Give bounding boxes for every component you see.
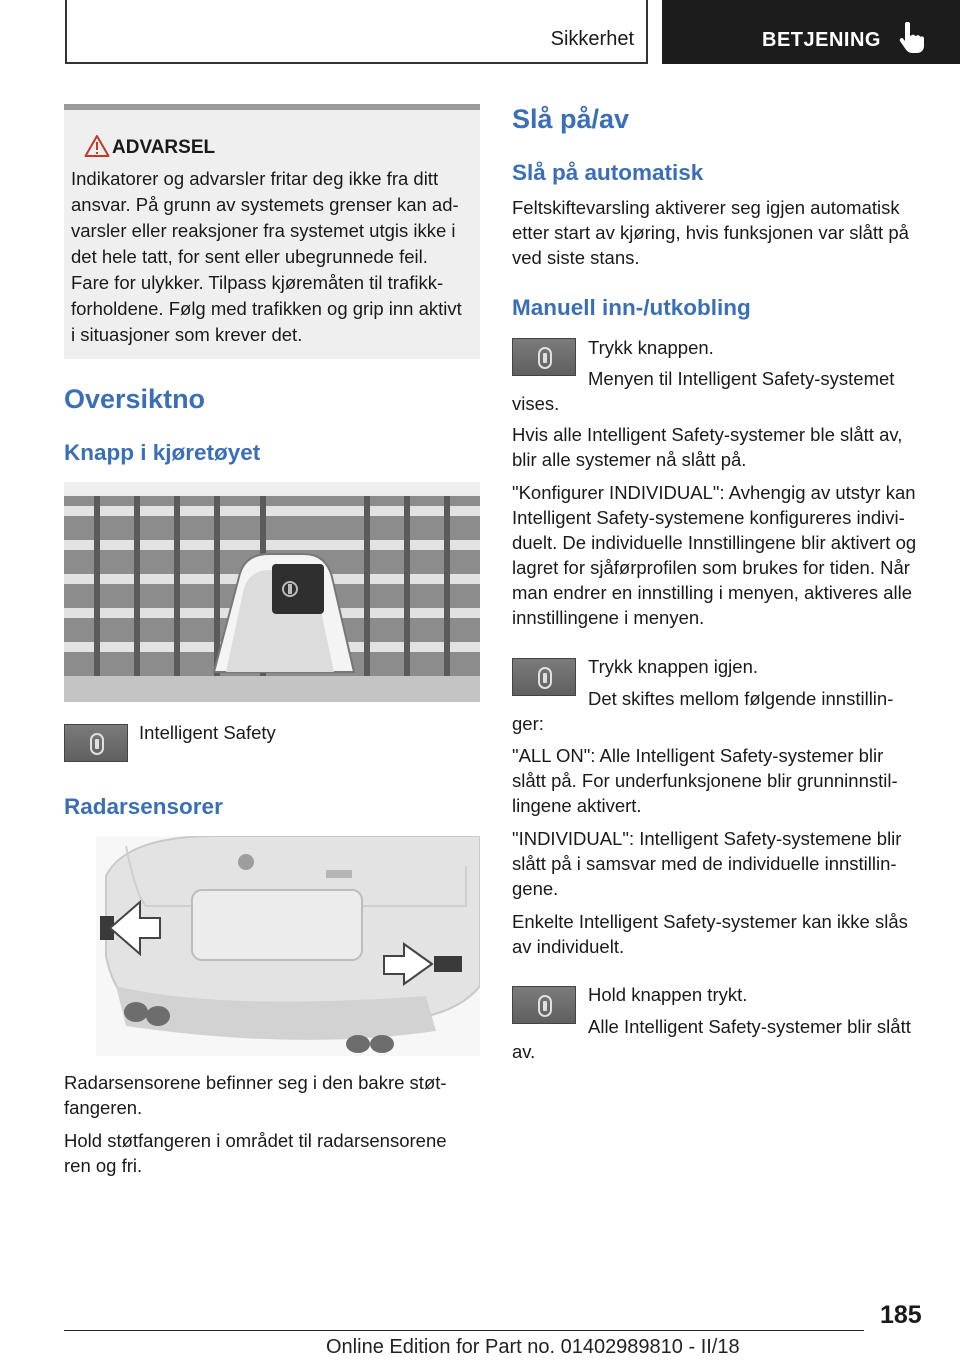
- step1-detail-line: Hvis alle Intelligent Safety-systemer ble slått av,: [512, 424, 903, 445]
- step3-line1: Hold knappen trykt.: [588, 984, 748, 1005]
- warning-title: ADVARSEL: [112, 137, 216, 158]
- radar-heading: Radarsensorer: [64, 794, 223, 819]
- safety-car-icon: [535, 994, 555, 1018]
- warning-line: forholdene. Følg med trafikken og grip inn aktivt: [71, 298, 462, 319]
- radar-text: [64, 1070, 447, 1178]
- step1-line1: Trykk knappen.: [588, 337, 714, 358]
- step1-detail-line: man endrer en innstilling i menyen, aktiveres alle: [512, 582, 913, 603]
- dashboard-vent-illustration: [64, 482, 480, 702]
- step2-detail-line: gene.: [512, 878, 559, 899]
- step1-line3: vises.: [512, 393, 560, 414]
- step2-detail-line: slått på i samsvar med de individuelle innstillin-: [512, 853, 897, 874]
- onoff-heading: Slå på/av: [512, 104, 630, 134]
- auto-line: Feltskiftevarsling aktiverer seg igjen automatisk: [512, 197, 900, 218]
- radar-line: Hold støtfangeren i området til radarsensorene: [64, 1130, 447, 1151]
- warning-triangle-icon: [84, 134, 110, 158]
- intelligent-safety-button-icon: [64, 724, 128, 762]
- warning-line: ansvar. På grunn av systemets grenser kan ad-: [71, 194, 459, 215]
- step2-detail-line: av individuelt.: [512, 936, 625, 957]
- step2-detail-line: "INDIVIDUAL": Intelligent Safety-systemene blir: [512, 828, 902, 849]
- pointing-hand-icon: [898, 22, 926, 54]
- warning-line: varsler eller reaksjoner fra systemet utgis ikke i: [71, 220, 456, 241]
- vehicle-button-photo: [64, 482, 480, 702]
- auto-text: [512, 195, 909, 270]
- rear-bumper-photo: [96, 836, 480, 1056]
- overview-heading: Oversiktno: [64, 384, 206, 414]
- header-section-label: Sikkerhet: [550, 28, 634, 50]
- warning-line: det hele tatt, for sent eller ubegrunnede feil.: [71, 246, 428, 267]
- step1-detail-line: innstillingene i menyen.: [512, 607, 705, 628]
- step1-line2: Menyen til Intelligent Safety-systemet: [588, 368, 895, 389]
- step2-details: [512, 743, 908, 959]
- step3-line3: av.: [512, 1041, 536, 1062]
- step2-detail-line: slått på. For underfunksjonene blir grunninnstil-: [512, 770, 898, 791]
- step2-line3: ger:: [512, 713, 544, 734]
- page-number: 185: [880, 1301, 922, 1329]
- step3-line2: Alle Intelligent Safety-systemer blir slått: [588, 1016, 911, 1037]
- footer-divider: [64, 1330, 864, 1331]
- step2-detail-line: Enkelte Intelligent Safety-systemer kan ikke slås: [512, 911, 908, 932]
- warning-box: [64, 104, 480, 359]
- step1-detail-line: "Konfigurer INDIVIDUAL": Avhengig av utstyr kan: [512, 482, 916, 503]
- step1-detail-line: duelt. De individuelle Innstillingene blir aktivert og: [512, 532, 917, 553]
- header-chapter-label: BETJENING: [762, 29, 881, 51]
- warning-line: Fare for ulykker. Tilpass kjøremåten til trafikk-: [71, 272, 444, 293]
- safety-car-icon: [87, 732, 107, 756]
- warning-text: [71, 166, 476, 348]
- radar-line: ren og fri.: [64, 1155, 143, 1176]
- warning-line: i situasjoner som krever det.: [71, 324, 303, 345]
- header-chapter-tab: [662, 0, 960, 64]
- safety-button-icon-1: [512, 338, 576, 376]
- safety-car-icon: [535, 666, 555, 690]
- step1-detail-line: Intelligent Safety-systemene konfigureres indivi-: [512, 507, 905, 528]
- radar-line: fangeren.: [64, 1097, 143, 1118]
- button-heading: Knapp i kjøretøyet: [64, 440, 261, 465]
- manual-heading: Manuell inn-/utkobling: [512, 295, 751, 320]
- safety-car-icon: [535, 346, 555, 370]
- button-caption: Intelligent Safety: [139, 722, 276, 743]
- auto-line: ved siste stans.: [512, 247, 640, 268]
- warning-line: Indikatorer og advarsler fritar deg ikke fra ditt: [71, 168, 439, 189]
- header-section-tab: [65, 0, 648, 64]
- step2-line1: Trykk knappen igjen.: [588, 656, 759, 677]
- step1-detail-line: blir alle systemer nå slått på.: [512, 449, 747, 470]
- step2-line2: Det skiftes mellom følgende innstillin-: [588, 688, 894, 709]
- step1-details: [512, 422, 916, 630]
- radar-line: Radarsensorene befinner seg i den bakre støt-: [64, 1072, 447, 1093]
- footer-edition: Online Edition for Part no. 01402989810 - II/18: [326, 1336, 740, 1358]
- rear-bumper-illustration: [96, 836, 480, 1056]
- step2-detail-line: lingene aktivert.: [512, 795, 642, 816]
- safety-button-icon-2: [512, 658, 576, 696]
- safety-button-icon-3: [512, 986, 576, 1024]
- auto-heading: Slå på automatisk: [512, 160, 704, 185]
- step1-detail-line: lagret for sjåførprofilen som brukes for tiden. Når: [512, 557, 910, 578]
- auto-line: etter start av kjøring, hvis funksjonen var slått på: [512, 222, 909, 243]
- step2-detail-line: "ALL ON": Alle Intelligent Safety-systemer blir: [512, 745, 884, 766]
